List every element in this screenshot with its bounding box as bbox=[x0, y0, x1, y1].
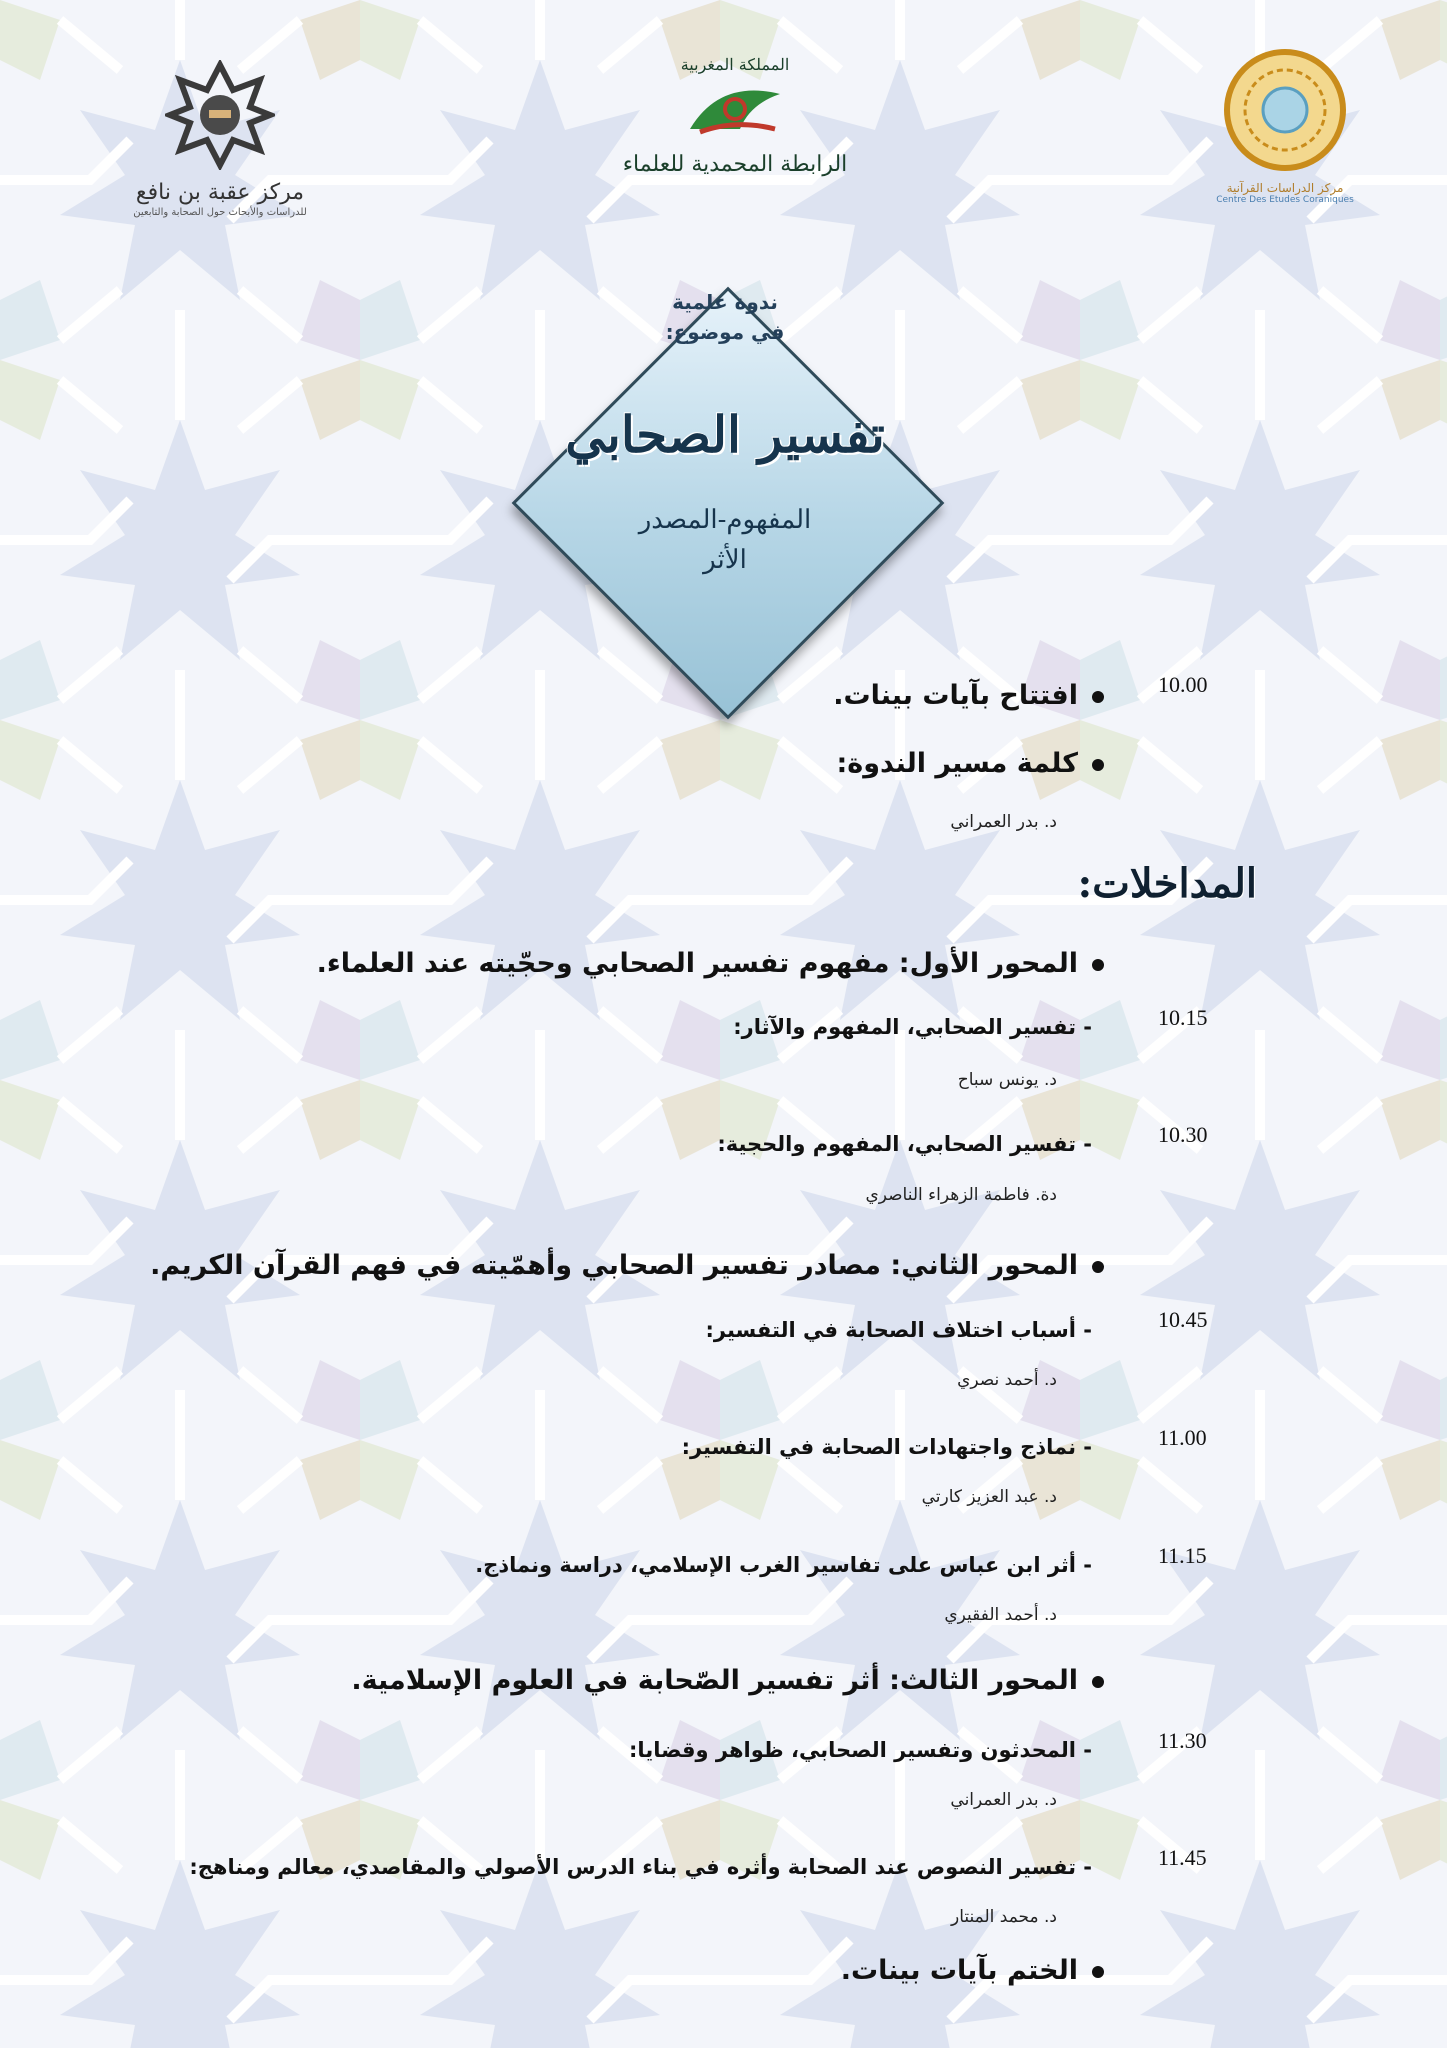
time-opening: 10.00 bbox=[1158, 672, 1208, 697]
time-talk: 10.45 bbox=[1158, 1307, 1208, 1332]
time-talk: 10.30 bbox=[1158, 1122, 1208, 1147]
time-talk: 11.45 bbox=[1158, 1845, 1207, 1870]
time-talk: 10.15 bbox=[1158, 1005, 1208, 1030]
talk-title: - أسباب اختلاف الصحابة في التفسير: bbox=[705, 1318, 1092, 1342]
time-talk: 11.30 bbox=[1158, 1728, 1207, 1753]
talk-speaker: د. يونس سباح bbox=[957, 1070, 1057, 1090]
talk-speaker: د. أحمد نصري bbox=[957, 1370, 1057, 1390]
talk-speaker: د. محمد المنتار bbox=[951, 1907, 1057, 1927]
okba-center-logo bbox=[100, 60, 340, 218]
title-diamond bbox=[505, 280, 945, 720]
talk-speaker: د. بدر العمراني bbox=[950, 1790, 1057, 1810]
bullet-icon bbox=[1092, 691, 1104, 703]
talk-title: - المحدثون وتفسير الصحابي، ظواهر وقضايا: bbox=[629, 1738, 1092, 1762]
talk-title: - تفسير الصحابي، المفهوم والآثار: bbox=[733, 1015, 1092, 1039]
talk-speaker: د. عبد العزيز كارتي bbox=[921, 1487, 1057, 1507]
bullet-icon bbox=[1092, 1261, 1104, 1273]
bullet-icon bbox=[1092, 959, 1104, 971]
talk-title: - أثر ابن عباس على تفاسير الغرب الإسلامي، دراسة ونماذج. bbox=[475, 1553, 1092, 1577]
opening-text: افتتاح بآيات بينات. bbox=[833, 680, 1078, 711]
center-logo-top: المملكة المغربية bbox=[680, 55, 790, 74]
event-title: تفسير الصحابي bbox=[565, 405, 885, 464]
bullet-icon bbox=[1092, 1676, 1104, 1688]
talk-title: - تفسير الصحابي، المفهوم والحجية: bbox=[717, 1132, 1092, 1156]
axis-3-title bbox=[351, 1665, 1104, 1696]
right-logo-subtitle: Centre Des Etudes Coraniques bbox=[1216, 195, 1354, 205]
axis-1-title-text: المحور الأول: مفهوم تفسير الصحابي وحجّيته عند العلماء. bbox=[316, 948, 1078, 979]
left-logo-subtitle: للدراسات والأبحاث حول الصحابة والتابعين bbox=[133, 207, 307, 218]
talk-title: - تفسير النصوص عند الصحابة وأثره في بناء الدرس الأصولي والمقاصدي، معالم ومناهج: bbox=[189, 1855, 1092, 1879]
title-eyebrow-2: في موضوع: bbox=[665, 320, 785, 344]
left-logo-name: مركز عقبة بن نافع bbox=[135, 180, 305, 205]
talk-speaker: دة. فاطمة الزهراء الناصري bbox=[865, 1185, 1057, 1205]
star-emblem-icon bbox=[165, 60, 275, 170]
axis-1-title bbox=[317, 948, 1104, 979]
closing-text: الختم بآيات بينات. bbox=[840, 1955, 1078, 1986]
title-eyebrow-1: ندوة علمية bbox=[672, 290, 778, 314]
axis-2-title bbox=[150, 1250, 1104, 1281]
moderator-speaker: د. بدر العمراني bbox=[950, 812, 1057, 832]
center-logo-name: الرابطة المحمدية للعلماء bbox=[622, 152, 848, 177]
rabita-emblem-icon bbox=[680, 74, 790, 144]
time-talk: 11.15 bbox=[1158, 1543, 1207, 1568]
title-sub-1: المفهوم-المصدر bbox=[638, 505, 812, 535]
opening-item bbox=[833, 680, 1104, 711]
right-logo-name: مركز الدراسات القرآنية bbox=[1226, 181, 1344, 195]
moderator-item bbox=[836, 748, 1104, 779]
time-talk: 11.00 bbox=[1158, 1425, 1207, 1450]
bullet-icon bbox=[1092, 759, 1104, 771]
interventions-heading: المداخلات: bbox=[1077, 860, 1257, 907]
moderator-text: كلمة مسير الندوة: bbox=[836, 748, 1078, 779]
talk-speaker: د. أحمد الفقيري bbox=[944, 1605, 1057, 1625]
circular-calligraphy-icon bbox=[1220, 45, 1350, 175]
axis-3-title-text: المحور الثالث: أثر تفسير الصّحابة في العلوم الإسلامية. bbox=[351, 1665, 1078, 1696]
axis-2-title-text: المحور الثاني: مصادر تفسير الصحابي وأهمّيته في فهم القرآن الكريم. bbox=[150, 1250, 1078, 1281]
title-text bbox=[505, 280, 945, 720]
title-sub-2: الأثر bbox=[703, 545, 747, 575]
quranic-studies-logo bbox=[1195, 45, 1375, 205]
talk-title: - نماذج واجتهادات الصحابة في التفسير: bbox=[681, 1435, 1092, 1459]
closing-item bbox=[841, 1955, 1104, 1986]
rabita-logo bbox=[620, 55, 850, 177]
bullet-icon bbox=[1092, 1966, 1104, 1978]
